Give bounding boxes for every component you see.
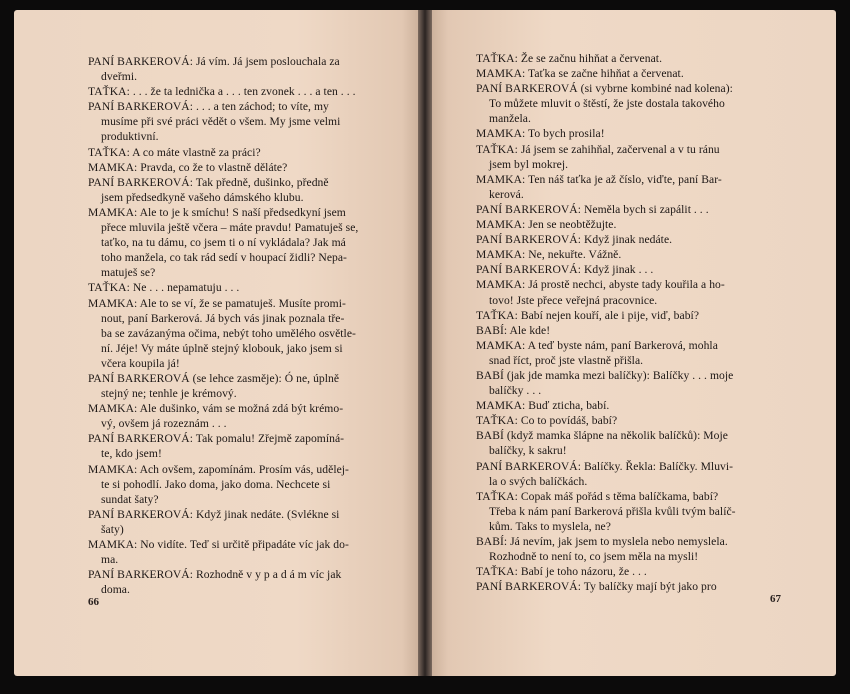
dialogue-line: PANÍ BARKEROVÁ: Rozhodně v y p a d á m víc jak — [88, 568, 342, 582]
dialogue-continuation: manžela. — [489, 112, 531, 126]
dialogue-line: PANÍ BARKEROVÁ: Balíčky. Řekla: Balíčky. Mluvi- — [476, 459, 734, 473]
dialogue-line: TAŤKA: Že se začnu hihňat a červenat. — [476, 52, 663, 65]
dialogue-entry — [476, 579, 808, 594]
book-gutter — [418, 10, 432, 676]
dialogue-line: MAMKA: A teď byste nám, paní Barkerová, mohla — [476, 338, 718, 352]
dialogue-line: BABÍ: Já nevím, jak jsem to myslela nebo nemyslela. — [476, 535, 728, 548]
dialogue-line: BABÍ (když mamka šlápne na několik balíčků): Moje — [476, 429, 728, 443]
dialogue-continuation: To můžete mluvit o štěstí, že jste dostala takového — [489, 97, 725, 111]
dialogue-continuation: balíčky . . . — [489, 384, 542, 398]
dialogue-continuation: balíčky, k sakru! — [489, 444, 567, 458]
dialogue-entry — [88, 371, 400, 401]
dialogue-entry — [476, 564, 808, 579]
dialogue-continuation: ma. — [101, 553, 119, 567]
dialogue-continuation: jsem byl mokrej. — [489, 157, 569, 171]
dialogue-entry — [476, 202, 808, 217]
dialogue-line: MAMKA: Ale to se ví, že se pamatuješ. Musíte promi- — [88, 296, 346, 310]
dialogue-continuation: te si pohodlí. Jako doma, jako doma. Nechcete si — [101, 477, 331, 491]
left-page-number: 66 — [88, 596, 99, 608]
dialogue-line: MAMKA: Ten náš taťka je až číslo, viďte, paní Bar- — [476, 172, 722, 186]
dialogue-continuation: kerová. — [489, 187, 524, 201]
dialogue-line: PANÍ BARKEROVÁ (si vybrne kombiné nad kolena): — [476, 82, 733, 96]
dialogue-continuation: kům. Taks to myslela, ne? — [489, 519, 611, 533]
dialogue-continuation: sundat šaty? — [101, 492, 159, 506]
dialogue-entry — [476, 247, 808, 262]
dialogue-line: PANÍ BARKEROVÁ: Když jinak . . . — [476, 263, 654, 277]
dialogue-entry — [88, 145, 400, 160]
dialogue-entry — [88, 99, 400, 144]
dialogue-entry — [88, 567, 400, 597]
dialogue-entry — [88, 431, 400, 461]
dialogue-line: MAMKA: To bych prosila! — [476, 127, 605, 141]
dialogue-entry — [476, 428, 808, 458]
dialogue-line: PANÍ BARKEROVÁ: Neměla bych si zapálit . . . — [476, 202, 709, 216]
dialogue-entry — [88, 160, 400, 175]
dialogue-line: BABÍ: Ale kde! — [476, 323, 551, 337]
dialogue-line: PANÍ BARKEROVÁ: Když jinak nedáte. — [476, 233, 673, 247]
dialogue-line: MAMKA: Pravda, co že to vlastně děláte? — [88, 160, 288, 174]
dialogue-line: MAMKA: Ale dušinko, vám se možná zdá být krémo- — [88, 402, 344, 416]
dialogue-continuation: doma. — [101, 583, 130, 597]
right-page-number: 67 — [770, 593, 781, 605]
dialogue-entry — [476, 338, 808, 368]
dialogue-entry — [476, 172, 808, 202]
dialogue-line: TAŤKA: Copak máš pořád s těma balíčkama, babí? — [476, 489, 719, 503]
left-page-text — [88, 54, 400, 597]
dialogue-entry — [476, 142, 808, 172]
dialogue-continuation: te, kdo jsem! — [101, 447, 162, 461]
dialogue-entry — [476, 534, 808, 564]
dialogue-continuation: snad říct, proč jste vlastně přišla. — [489, 353, 644, 367]
dialogue-line: PANÍ BARKEROVÁ: Když jinak nedáte. (Svlékne si — [88, 507, 340, 521]
right-page-text — [476, 51, 808, 594]
dialogue-entry — [88, 296, 400, 371]
dialogue-line: MAMKA: Buď zticha, babí. — [476, 399, 610, 413]
dialogue-entry — [476, 323, 808, 338]
dialogue-entry — [88, 205, 400, 280]
dialogue-line: PANÍ BARKEROVÁ: Tak předně, dušinko, předně — [88, 175, 329, 189]
dialogue-continuation: la o svých balíčkách. — [489, 474, 588, 488]
dialogue-line: TAŤKA: Babí je toho názoru, že . . . — [476, 565, 647, 579]
left-page — [14, 10, 418, 676]
dialogue-line: MAMKA: Ne, nekuřte. Vážně. — [476, 248, 622, 262]
dialogue-continuation: přece mluvila ještě včera – máte pravdu! Pamatuješ se, — [101, 221, 359, 235]
dialogue-continuation: ba se zavázanýma očima, nebýt toho umělého osvětle- — [101, 326, 356, 340]
dialogue-line: PANÍ BARKEROVÁ: Ty balíčky mají být jako pro — [476, 580, 717, 594]
dialogue-line: TAŤKA: Ne . . . nepamatuju . . . — [88, 281, 240, 295]
dialogue-entry — [476, 232, 808, 247]
dialogue-entry — [476, 277, 808, 307]
dialogue-entry — [88, 54, 400, 84]
dialogue-continuation: tovo! Jste přece veřejná pracovnice. — [489, 293, 658, 307]
dialogue-entry — [476, 66, 808, 81]
dialogue-continuation: Třeba k nám paní Barkerová přišla kvůli tvým balíč- — [489, 504, 736, 518]
dialogue-line: MAMKA: Já prostě nechci, abyste tady kouřila a ho- — [476, 278, 725, 292]
dialogue-line: TAŤKA: A co máte vlastně za práci? — [88, 145, 261, 159]
dialogue-line: MAMKA: Taťka se začne hihňat a červenat. — [476, 67, 684, 81]
dialogue-line: PANÍ BARKEROVÁ (se lehce zasměje): Ó ne, úplně — [88, 371, 340, 385]
dialogue-line: MAMKA: No vidíte. Teď si určitě připadáte víc jak do- — [88, 538, 349, 551]
dialogue-entry — [476, 308, 808, 323]
dialogue-continuation: nout, paní Barkerová. Já bych vás jinak poznala tře- — [101, 311, 345, 325]
dialogue-continuation: produktivní. — [101, 130, 159, 144]
dialogue-entry — [88, 84, 400, 99]
dialogue-entry — [88, 280, 400, 295]
dialogue-entry — [476, 368, 808, 398]
dialogue-continuation: stejný ne; tenhle je krémový. — [101, 387, 237, 401]
dialogue-entry — [88, 507, 400, 537]
dialogue-entry — [88, 537, 400, 567]
dialogue-entry — [476, 413, 808, 428]
dialogue-entry — [88, 462, 400, 507]
dialogue-continuation: vý, ovšem já rozeznám . . . — [101, 417, 227, 431]
dialogue-continuation: musíme při své práci vědět o všem. My jsme velmi — [101, 115, 341, 129]
dialogue-entry — [88, 175, 400, 205]
dialogue-line: PANÍ BARKEROVÁ: . . . a ten záchod; to víte, my — [88, 100, 329, 114]
dialogue-line: TAŤKA: Babí nejen kouří, ale i pije, viď, babí? — [476, 308, 700, 322]
dialogue-entry — [88, 401, 400, 431]
dialogue-continuation: matuješ se? — [101, 266, 156, 280]
dialogue-entry — [476, 81, 808, 126]
dialogue-line: TAŤKA: Já jsem se zahihňal, začervenal a v tu ránu — [476, 142, 720, 156]
dialogue-line: PANÍ BARKEROVÁ: Já vím. Já jsem poslouchala za — [88, 55, 340, 68]
dialogue-entry — [476, 489, 808, 534]
dialogue-continuation: taťko, na tu dámu, co jsem ti o ní vykládala? Jak má — [101, 236, 346, 250]
dialogue-entry — [476, 51, 808, 66]
right-page — [432, 10, 836, 676]
dialogue-continuation: toho manžela, co tak rád sedí v houpací židli? Nepa- — [101, 251, 347, 265]
dialogue-continuation: šaty) — [101, 522, 124, 536]
dialogue-entry — [476, 262, 808, 277]
dialogue-line: MAMKA: Ale to je k smíchu! S naší předsedkyní jsem — [88, 205, 346, 219]
dialogue-entry — [476, 126, 808, 141]
dialogue-continuation: ní. Jéje! Vy máte úplně stejný klobouk, jako jsem si — [101, 341, 343, 355]
dialogue-entry — [476, 398, 808, 413]
dialogue-line: MAMKA: Ach ovšem, zapomínám. Prosím vás, udělej- — [88, 462, 349, 476]
dialogue-line: BABÍ (jak jde mamka mezi balíčky): Balíčky . . . moje — [476, 368, 734, 382]
dialogue-continuation: včera koupila já! — [101, 356, 180, 370]
dialogue-continuation: Rozhodně to není to, co jsem měla na mysli! — [489, 550, 699, 564]
dialogue-continuation: dveřmi. — [101, 70, 138, 84]
dialogue-entry — [476, 459, 808, 489]
dialogue-line: MAMKA: Jen se neobtěžujte. — [476, 218, 617, 232]
dialogue-continuation: jsem předsedkyně vašeho dámského klubu. — [101, 190, 304, 204]
dialogue-entry — [476, 217, 808, 232]
dialogue-line: TAŤKA: . . . že ta lednička a . . . ten zvonek . . . a ten . . . — [88, 85, 356, 99]
dialogue-line: TAŤKA: Co to povídáš, babí? — [476, 414, 618, 428]
dialogue-line: PANÍ BARKEROVÁ: Tak pomalu! Zřejmě zapomíná- — [88, 432, 345, 446]
